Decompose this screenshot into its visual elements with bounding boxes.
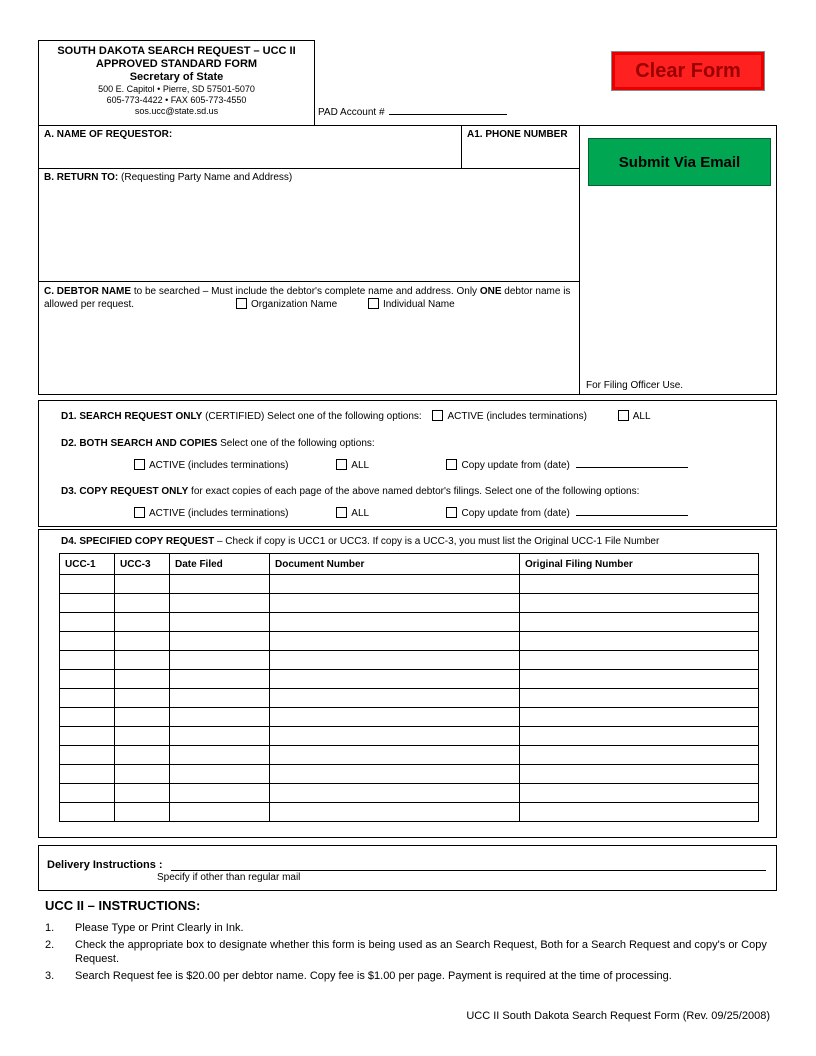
d1-row xyxy=(61,410,766,423)
table-cell[interactable] xyxy=(520,632,759,651)
table-row xyxy=(60,746,759,765)
individual-name-label: Individual Name xyxy=(382,299,455,310)
form-title-line2: APPROVED STANDARD FORM xyxy=(95,58,258,70)
table-cell[interactable] xyxy=(115,613,170,632)
d2-copy-update-label: Copy update from (date) xyxy=(461,460,570,471)
d2-all-label: ALL xyxy=(351,460,369,471)
table-cell[interactable] xyxy=(170,575,270,594)
table-cell[interactable] xyxy=(270,784,520,803)
table-cell[interactable] xyxy=(60,708,115,727)
return-to-sublabel: (Requesting Party Name and Address) xyxy=(118,172,293,183)
d3-all-label: ALL xyxy=(351,508,369,519)
table-row xyxy=(60,632,759,651)
row-a xyxy=(39,126,579,169)
table-row xyxy=(60,575,759,594)
table-cell[interactable] xyxy=(520,594,759,613)
phone-number-field[interactable] xyxy=(462,126,579,168)
table-row xyxy=(60,803,759,822)
col-header-date-filed: Date Filed xyxy=(170,554,270,575)
d3-options xyxy=(134,506,766,519)
delivery-note: Specify if other than regular mail xyxy=(157,872,301,883)
list-item xyxy=(45,938,770,966)
requestor-name-field[interactable] xyxy=(39,126,462,168)
submit-via-email-button[interactable]: Submit Via Email xyxy=(588,138,771,186)
table-cell[interactable] xyxy=(270,575,520,594)
col-header-ucc3: UCC-3 xyxy=(115,554,170,575)
table-header-row xyxy=(60,554,759,575)
table-cell[interactable] xyxy=(60,803,115,822)
table-cell[interactable] xyxy=(60,632,115,651)
d2-all-checkbox[interactable] xyxy=(336,459,347,470)
contact-email: sos.ucc@state.sd.us xyxy=(134,106,219,116)
table-row xyxy=(60,594,759,613)
d3-all-checkbox[interactable] xyxy=(336,507,347,518)
instructions-section xyxy=(45,898,770,986)
d1-all-checkbox[interactable] xyxy=(618,410,629,421)
return-to-field[interactable] xyxy=(39,169,579,282)
instruction-text: Search Request fee is $20.00 per debtor name. Copy fee is $1.00 per page. Payment is required at the time of processing. xyxy=(75,970,672,982)
form-title-line3: Secretary of State xyxy=(129,71,224,83)
d4-sublabel: – Check if copy is UCC1 or UCC3. If copy is a UCC-3, you must list the Original UCC-1 File Number xyxy=(214,536,660,547)
debtor-name-field[interactable] xyxy=(39,282,579,394)
form-footer: UCC II South Dakota Search Request Form (Rev. 09/25/2008) xyxy=(466,1010,770,1022)
table-row xyxy=(60,784,759,803)
table-cell[interactable] xyxy=(115,670,170,689)
table-row xyxy=(60,613,759,632)
d3-active-label: ACTIVE (includes terminations) xyxy=(149,508,289,519)
address-line1: 500 E. Capitol • Pierre, SD 57501-5070 xyxy=(98,84,255,94)
table-cell[interactable] xyxy=(520,689,759,708)
return-to-label: B. RETURN TO: xyxy=(44,172,119,183)
organization-name-label: Organization Name xyxy=(251,299,338,310)
delivery-instructions-box xyxy=(38,845,777,891)
d4-label: D4. SPECIFIED COPY REQUEST xyxy=(61,536,215,547)
table-cell[interactable] xyxy=(115,708,170,727)
table-cell[interactable] xyxy=(270,670,520,689)
instruction-text: Please Type or Print Clearly in Ink. xyxy=(75,922,244,934)
filing-officer-area xyxy=(580,126,776,394)
d2-sublabel: Select one of the following options: xyxy=(217,438,375,449)
instructions-list xyxy=(45,921,770,983)
table-cell[interactable] xyxy=(115,765,170,784)
d3-label: D3. COPY REQUEST ONLY xyxy=(61,486,189,497)
table-cell[interactable] xyxy=(170,746,270,765)
table-cell[interactable] xyxy=(115,651,170,670)
table-cell[interactable] xyxy=(170,613,270,632)
table-row xyxy=(60,708,759,727)
table-cell[interactable] xyxy=(270,632,520,651)
phone-number-label: A1. PHONE NUMBER xyxy=(467,129,568,140)
search-options-box xyxy=(38,400,777,527)
table-cell[interactable] xyxy=(115,689,170,708)
clear-form-button[interactable]: Clear Form xyxy=(612,52,764,90)
instruction-number: 1. xyxy=(45,922,55,934)
d3-copy-update-date-input[interactable] xyxy=(576,506,688,516)
table-cell[interactable] xyxy=(520,708,759,727)
table-cell[interactable] xyxy=(270,765,520,784)
table-cell[interactable] xyxy=(520,651,759,670)
table-cell[interactable] xyxy=(170,765,270,784)
col-header-document-number: Document Number xyxy=(270,554,520,575)
d3-row xyxy=(61,485,766,498)
delivery-instructions-input[interactable] xyxy=(171,859,766,871)
table-row xyxy=(60,765,759,784)
table-cell[interactable] xyxy=(170,784,270,803)
table-row xyxy=(60,727,759,746)
table-cell[interactable] xyxy=(270,613,520,632)
table-cell[interactable] xyxy=(115,632,170,651)
d2-copy-update-date-input[interactable] xyxy=(576,458,688,468)
table-cell[interactable] xyxy=(270,708,520,727)
table-cell[interactable] xyxy=(170,727,270,746)
filing-officer-label: For Filing Officer Use. xyxy=(586,380,684,391)
table-cell[interactable] xyxy=(520,575,759,594)
list-item xyxy=(45,969,770,983)
table-cell[interactable] xyxy=(520,670,759,689)
pad-account-row xyxy=(318,104,507,118)
table-cell[interactable] xyxy=(270,594,520,613)
table-cell[interactable] xyxy=(115,594,170,613)
col-header-ucc1: UCC-1 xyxy=(60,554,115,575)
table-cell[interactable] xyxy=(60,651,115,670)
table-cell[interactable] xyxy=(170,803,270,822)
d2-row xyxy=(61,437,766,450)
table-cell[interactable] xyxy=(115,575,170,594)
table-cell[interactable] xyxy=(170,651,270,670)
d1-all-label: ALL xyxy=(632,411,651,422)
d3-active-checkbox[interactable] xyxy=(134,507,145,518)
d2-active-checkbox[interactable] xyxy=(134,459,145,470)
table-cell[interactable] xyxy=(60,670,115,689)
table-cell[interactable] xyxy=(60,727,115,746)
table-cell[interactable] xyxy=(170,594,270,613)
table-cell[interactable] xyxy=(115,746,170,765)
table-cell[interactable] xyxy=(520,613,759,632)
d2-options xyxy=(134,458,766,471)
table-cell[interactable] xyxy=(520,765,759,784)
instruction-number: 2. xyxy=(45,939,55,951)
instructions-title: UCC II – INSTRUCTIONS: xyxy=(45,898,201,913)
d2-copy-update-checkbox[interactable] xyxy=(446,459,457,470)
debtor-name-one: ONE xyxy=(479,286,502,297)
table-cell[interactable] xyxy=(270,651,520,670)
table-cell[interactable] xyxy=(520,746,759,765)
address-line2: 605-773-4422 • FAX 605-773-4550 xyxy=(106,95,247,105)
debtor-name-desc2: debtor name is allowed per request. xyxy=(44,286,571,310)
table-cell[interactable] xyxy=(170,689,270,708)
table-cell[interactable] xyxy=(270,803,520,822)
table-cell[interactable] xyxy=(115,803,170,822)
table-cell[interactable] xyxy=(60,594,115,613)
main-form-left xyxy=(39,126,580,394)
table-cell[interactable] xyxy=(270,689,520,708)
table-cell[interactable] xyxy=(60,746,115,765)
debtor-name-desc1: to be searched – Must include the debtor's complete name and address. Only xyxy=(131,286,480,297)
debtor-type-options xyxy=(236,298,455,311)
table-cell[interactable] xyxy=(170,632,270,651)
copy-request-table-body xyxy=(60,575,759,822)
organization-name-checkbox[interactable] xyxy=(236,298,247,309)
table-cell[interactable] xyxy=(115,784,170,803)
table-row xyxy=(60,670,759,689)
pad-account-label: PAD Account # xyxy=(318,107,385,118)
individual-name-checkbox[interactable] xyxy=(368,298,379,309)
d3-copy-update-checkbox[interactable] xyxy=(446,507,457,518)
d3-copy-update-label: Copy update from (date) xyxy=(461,508,570,519)
d4-header xyxy=(39,530,776,548)
debtor-name-label: C. DEBTOR NAME xyxy=(44,286,132,297)
table-cell[interactable] xyxy=(60,784,115,803)
d3-sublabel: for exact copies of each page of the above named debtor's filings. Select one of the following options: xyxy=(188,486,640,497)
main-form-box xyxy=(38,125,777,395)
list-item xyxy=(45,921,770,935)
instruction-text: Check the appropriate box to designate whether this form is being used as an Search Request, Both for a Search Request and copy's or Copy Request. xyxy=(75,939,767,965)
form-header-box xyxy=(38,40,315,126)
table-row xyxy=(60,651,759,670)
pad-account-input[interactable] xyxy=(389,104,507,115)
table-cell[interactable] xyxy=(170,708,270,727)
table-cell[interactable] xyxy=(60,765,115,784)
requestor-name-label: A. NAME OF REQUESTOR: xyxy=(44,129,173,140)
d1-label: D1. SEARCH REQUEST ONLY xyxy=(61,411,203,422)
copy-request-table xyxy=(59,553,759,822)
table-cell[interactable] xyxy=(520,784,759,803)
table-cell[interactable] xyxy=(270,746,520,765)
table-cell[interactable] xyxy=(520,803,759,822)
table-row xyxy=(60,689,759,708)
d1-active-checkbox[interactable] xyxy=(432,410,443,421)
table-cell[interactable] xyxy=(60,613,115,632)
d2-active-label: ACTIVE (includes terminations) xyxy=(149,460,289,471)
specified-copy-request-box xyxy=(38,529,777,838)
delivery-instructions-label: Delivery Instructions : xyxy=(47,859,163,871)
instruction-number: 3. xyxy=(45,970,55,982)
d1-sublabel: (CERTIFIED) Select one of the following options: xyxy=(202,411,422,422)
col-header-original-filing-number: Original Filing Number xyxy=(520,554,759,575)
form-title-line1: SOUTH DAKOTA SEARCH REQUEST – UCC II xyxy=(57,45,296,57)
table-cell[interactable] xyxy=(115,727,170,746)
table-cell[interactable] xyxy=(170,670,270,689)
d1-active-label: ACTIVE (includes terminations) xyxy=(447,411,587,422)
table-cell[interactable] xyxy=(60,575,115,594)
delivery-instructions-row xyxy=(47,859,766,871)
d2-label: D2. BOTH SEARCH AND COPIES xyxy=(61,438,218,449)
table-cell[interactable] xyxy=(270,727,520,746)
table-cell[interactable] xyxy=(520,727,759,746)
table-cell[interactable] xyxy=(60,689,115,708)
